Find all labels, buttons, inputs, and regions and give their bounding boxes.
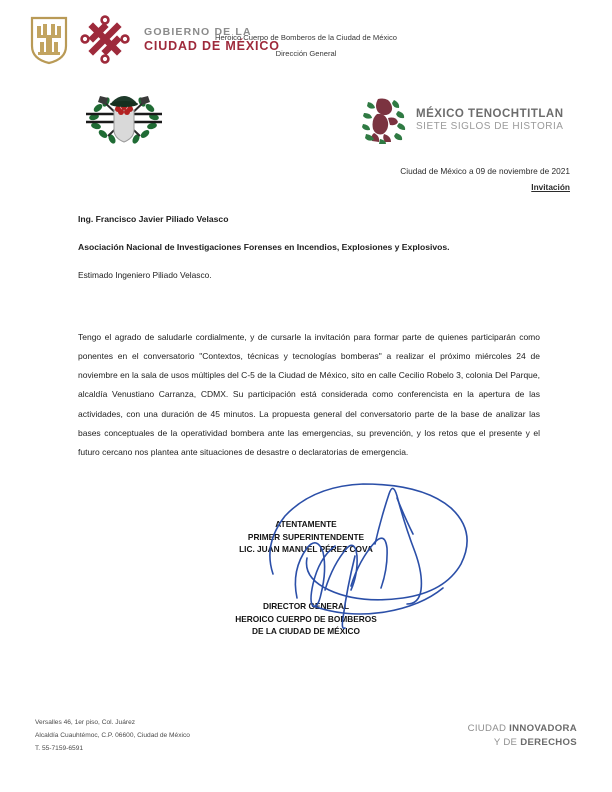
mexico-tenochtitlan-logo	[358, 96, 564, 144]
tagline-line2-light: Y DE	[493, 737, 521, 749]
place-and-date: Ciudad de México a 09 de noviembre de 2021	[400, 166, 570, 176]
tagline-line1	[468, 722, 577, 736]
footer-tagline	[468, 722, 577, 750]
tenochtitlan-line2: SIETE SIGLOS DE HISTORIA	[416, 120, 564, 132]
recipient-name: Ing. Francisco Javier Piliado Velasco	[78, 214, 229, 224]
document-type-label: Invitación	[531, 182, 570, 193]
department-heading	[156, 30, 456, 61]
tagline-line1-bold: INNOVADORA	[509, 723, 577, 735]
signer-name: LIC. JUAN MANUEL PÉREZ COVA	[239, 544, 373, 555]
tagline-line2	[468, 736, 577, 750]
address-line2: Alcaldía Cuauhtémoc, C.P. 06600, Ciudad de México	[35, 732, 190, 740]
signature-area	[0, 478, 612, 648]
recipient-organization: Asociación Nacional de Investigaciones Forenses en Incendios, Explosiones y Explosivos.	[78, 242, 450, 252]
tenochtitlan-line1: MÉXICO TENOCHTITLAN	[416, 107, 564, 120]
phone-number: T. 55-7159-6591	[35, 745, 84, 753]
signer-title: DIRECTOR GENERAL	[262, 601, 350, 611]
document-header	[0, 12, 612, 82]
cdmx-x-icon	[77, 14, 133, 66]
institution-line2: DE LA CIUDAD DE MÉXICO	[251, 626, 361, 637]
signer-rank: PRIMER SUPERINTENDENTE	[247, 531, 365, 542]
closing-salutation: ATENTAMENTE	[275, 519, 337, 529]
tagline-line1-light: CIUDAD	[467, 723, 510, 735]
address-line1: Versalles 46, 1er piso, Col. Juárez	[35, 719, 136, 727]
institution-line1: HEROICO CUERPO DE BOMBEROS	[235, 613, 377, 624]
bomberos-emblem-icon	[78, 86, 170, 148]
signature-title-block	[235, 600, 377, 638]
department-line2: Dirección General	[275, 48, 337, 58]
signature-closing-block	[239, 518, 373, 556]
tagline-line2-bold: DERECHOS	[520, 737, 577, 749]
recipient-block	[78, 214, 538, 280]
footer-address	[35, 717, 190, 756]
recipient-greeting: Estimado Ingeniero Piliado Velasco.	[78, 270, 212, 280]
cdmx-shield-icon	[30, 16, 68, 65]
tenochtitlan-wordmark	[416, 107, 564, 134]
letter-body-paragraph: Tengo el agrado de saludarle cordialmente, y de cursarle la invitación para formar parte de quienes participarán como ponentes en el conversatorio "Contextos, técnicas y tecnologías bomberas" a realizar el próximo miércoles 24 de noviembre en la sala de usos múltiples del C-5 de la Ciudad de México, sito en calle Cecilio Robelo 3, colonia Del Parque, alcaldía Venustiano Carranza, CDMX. Su participación está considerada como conferencista en la apertura de las actividades, con una duración de 45 minutos. La propuesta general del conversatorio parte de la base de analizar las bases conceptuales de la operatividad bombera ante las emergencias, su prevención, y los retos que el presente y el futuro cercano nos plantea ante situaciones de desastre o declaratorias de emergencia.	[78, 332, 540, 457]
department-line1: Heroico Cuerpo de Bomberos de la Ciudad de México	[215, 33, 397, 42]
gobierno-line2: CIUDAD DE MÉXICO	[144, 38, 280, 53]
date-block	[400, 163, 570, 195]
eagle-warrior-glyph-icon	[358, 96, 408, 144]
gobierno-line1: GOBIERNO DE LA	[144, 26, 252, 39]
